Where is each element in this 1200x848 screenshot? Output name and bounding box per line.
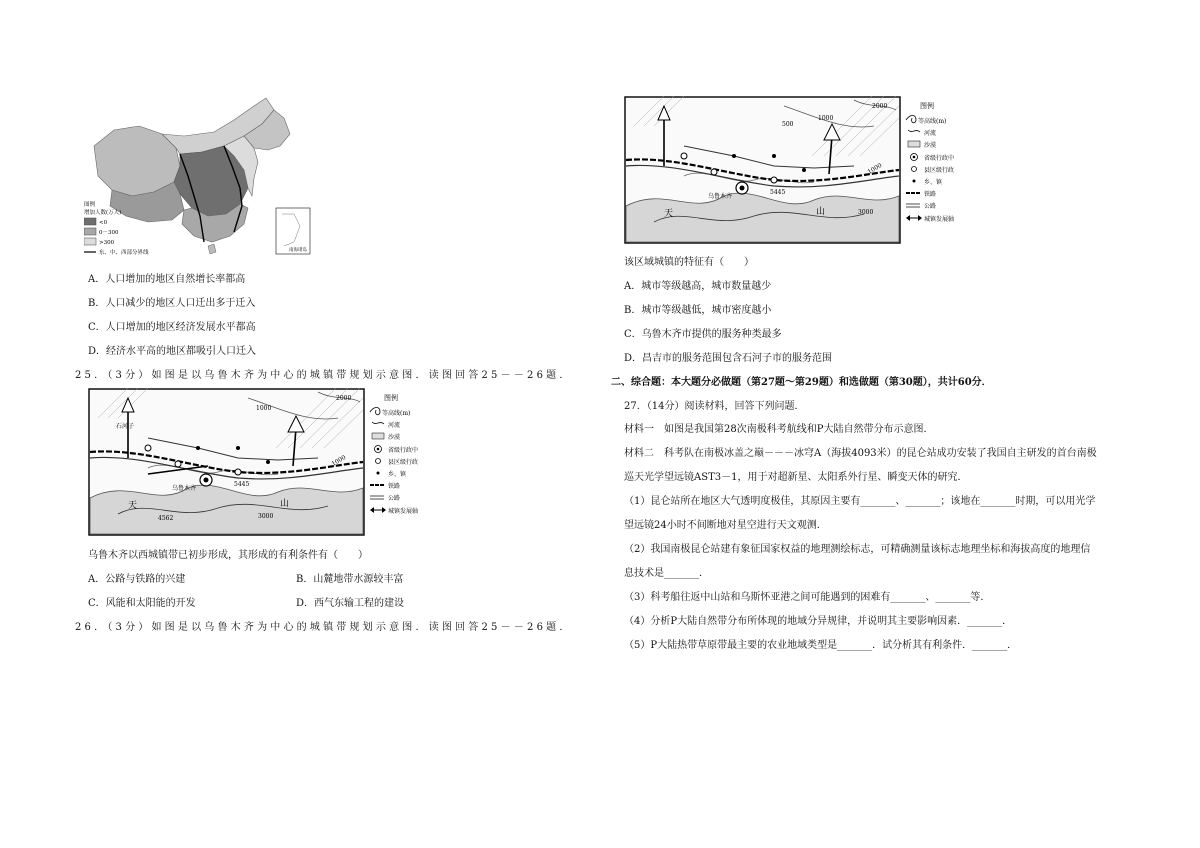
- map-contour-3000: 3000: [858, 209, 874, 216]
- q26-stem: 26．（3分）如图是以乌鲁木齐为中心的城镇带规划示意图．读图回答25－－26题．: [75, 622, 573, 633]
- map-contour-1000: 1000: [818, 115, 834, 122]
- xj-legend-road-r: 公路: [924, 203, 937, 210]
- q26-option-b: B．城市等级越低，城市密度越小: [624, 305, 772, 316]
- svg-text:1000: 1000: [256, 405, 272, 412]
- svg-text:3000: 3000: [258, 513, 274, 520]
- map-contour-1000-b: 1000: [866, 162, 884, 176]
- q27-material1: 材料一 如图是我国第28次南极科考航线和P大陆自然带分布示意图．: [624, 424, 934, 435]
- q27-stem: 27．（14分）阅读材料，回答下列问题．: [624, 401, 805, 412]
- q27-sub4: （4）分析P大陆自然带分布所体现的地域分异规律，并说明其主要影响因素．_______．: [624, 616, 1013, 627]
- q27-sub2-line1: （2）我国南极昆仑站建有象征国家权益的地理测绘标志，可精确测量该标志地理坐标和海拔高度的地理信: [624, 544, 1091, 555]
- svg-text:2000: 2000: [336, 395, 352, 402]
- map-label-tian-r: 天: [664, 209, 674, 219]
- xj-legend-county: 县区级行政: [388, 459, 419, 466]
- xj-legend-town: 乡、镇: [388, 471, 407, 478]
- map-label-5445: 5445: [234, 481, 250, 488]
- map-legend-title: 图例: [84, 202, 96, 208]
- q25-option-c: C．风能和太阳能的开发: [88, 598, 196, 609]
- map-label-urumqi-r: 乌鲁木齐: [708, 193, 733, 200]
- xj-legend-town-r: 乡、镇: [924, 179, 943, 186]
- map-label-shihezi: 石河子: [116, 423, 135, 430]
- q25-option-d: D．西气东输工程的建设: [296, 598, 405, 609]
- map-label-4562: 4562: [158, 515, 174, 522]
- q26-question: 该区域城镇的特征有（ ）: [624, 257, 754, 268]
- map-inset-label: 南海诸岛: [289, 248, 307, 253]
- q25-option-a: A．公路与铁路的兴建: [88, 574, 186, 585]
- xj-legend-desert-r: 沙漠: [924, 142, 937, 149]
- xj-legend-provincial-r: 省级行政中: [924, 155, 955, 162]
- map-legend-item-1: <0: [99, 220, 108, 226]
- xinjiang-city-belt-map-right: [624, 96, 984, 244]
- xj-legend-county-r: 县区级行政: [924, 167, 955, 174]
- map-legend-line: 东、中、西部分界线: [99, 250, 149, 256]
- q25-option-b: B．山麓地带水源较丰富: [296, 574, 404, 585]
- map-label-shan: 山: [280, 499, 290, 509]
- map-label-shan-r: 山: [816, 207, 826, 217]
- xinjiang-city-belt-map-left: [88, 388, 448, 536]
- xj-legend-railway: 铁路: [388, 483, 401, 490]
- q26-option-c: C．乌鲁木齐市提供的服务种类最多: [624, 329, 782, 340]
- svg-text:1000: 1000: [330, 454, 348, 468]
- map-legend-item-2: 0－300: [99, 230, 119, 236]
- xj-legend-contour: 等高线(m): [382, 410, 411, 417]
- map-contour-2000: 2000: [872, 103, 888, 110]
- q24-option-a: A．人口增加的地区自然增长率都高: [88, 274, 246, 285]
- section2-heading: 二、综合题：本大题分必做题（第27题～第29题）和选做题（第30题），共计60分．: [611, 377, 992, 388]
- q27-sub5: （5）P大陆热带草原带最主要的农业地域类型是_______．试分析其有利条件．_______．: [624, 640, 1018, 651]
- xj-legend-contour-r: 等高线(m): [918, 118, 947, 125]
- q26-option-a: A．城市等级越高，城市数量越少: [624, 281, 772, 292]
- xj-legend-provincial: 省级行政中: [388, 447, 419, 454]
- xj-legend-river-r: 河流: [924, 130, 937, 137]
- q27-sub2-line2: 息技术是_______．: [624, 568, 709, 579]
- q25-stem: 25．（3分）如图是以乌鲁木齐为中心的城镇带规划示意图．读图回答25－－26题．: [75, 370, 573, 381]
- xj-legend-title: 图例: [384, 394, 398, 402]
- xj-legend-axis: 城镇发展轴: [388, 508, 419, 515]
- q27-material2-line1: 材料二 科考队在南极冰盖之巅－－－冰穹A（海拔4093米）的昆仑站成功安装了我国自主研发的首台南极: [624, 448, 1097, 459]
- q27-sub3: （3）科考船往返中山站和乌斯怀亚港之间可能遇到的困难有_______、_______等．: [624, 592, 991, 603]
- map-legend-item-3: >300: [99, 240, 115, 246]
- q27-sub1-line2: 望远镜24小时不间断地对星空进行天文观测．: [624, 520, 827, 531]
- map-legend-subtitle: 增加人数(万人): [84, 210, 122, 216]
- map-contour-500: 500: [782, 121, 794, 128]
- china-population-map: [84, 96, 324, 262]
- q26-option-d: D．昌吉市的服务范围包含石河子市的服务范围: [624, 353, 833, 364]
- q24-option-b: B．人口减少的地区人口迁出多于迁入: [88, 298, 256, 309]
- q24-option-c: C．人口增加的地区经济发展水平都高: [88, 322, 256, 333]
- xj-legend-road: 公路: [388, 495, 401, 502]
- q27-sub1-line1: （1）昆仑站所在地区大气透明度极佳，其原因主要有_______、_______；该地在_______时期，可以用光学: [624, 496, 1096, 507]
- xj-legend-title-r: 图例: [920, 102, 934, 110]
- map-label-5445-r: 5445: [770, 189, 786, 196]
- xj-legend-river: 河流: [388, 422, 401, 429]
- q24-option-d: D．经济水平高的地区都吸引人口迁入: [88, 346, 257, 357]
- xj-legend-axis-r: 城镇发展轴: [924, 216, 955, 223]
- q27-material2-line2: 巡天光学望远镜AST3－1，用于对超新星、太阳系外行星、瞬变天体的研究．: [624, 472, 968, 483]
- xj-legend-railway-r: 铁路: [924, 191, 937, 198]
- q25-question: 乌鲁木齐以西城镇带已初步形成，其形成的有利条件有（ ）: [88, 550, 368, 561]
- map-label-urumqi: 乌鲁木齐: [172, 485, 197, 492]
- map-label-tian: 天: [128, 501, 138, 511]
- xj-legend-desert: 沙漠: [388, 434, 401, 441]
